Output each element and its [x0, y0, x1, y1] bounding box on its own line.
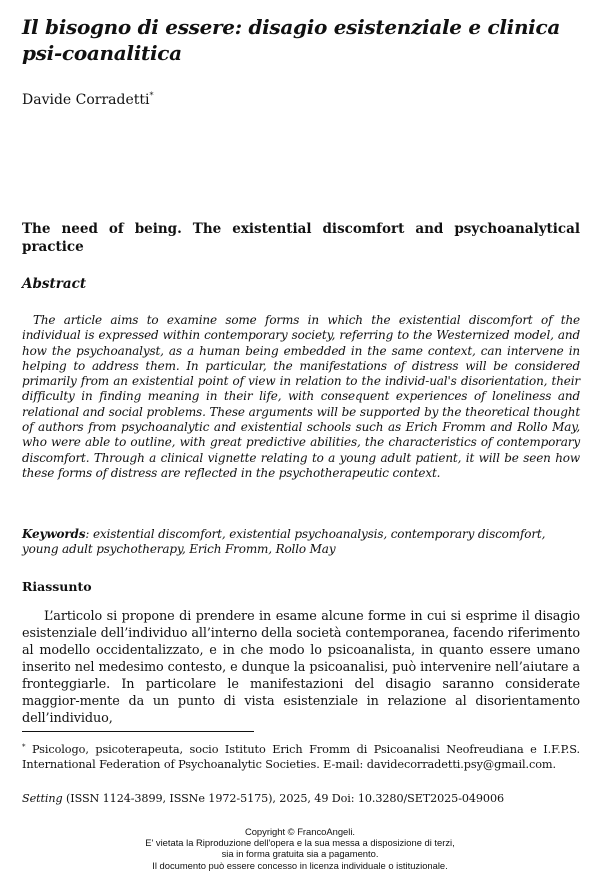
author-name: Davide Corradetti	[22, 92, 150, 108]
copyright-line: E' vietata la Riproduzione dell'opera e la sua messa a disposizione di terzi,	[145, 837, 455, 849]
abstract-heading: Abstract	[22, 276, 87, 292]
riassunto-heading: Riassunto	[22, 579, 92, 594]
riassunto-text: L’articolo si propone di prendere in esame alcune forme in cui si esprime il disagio esistenziale dell’individuo all’interno della società contemporanea, facendo riferimento al modello occidentalizzato, e in che modo lo psicoanalista, in quanto essere umano inserito nel medesimo contesto, e dunque la psicoanalisi, può intervenire nell’aiutare a fronteggiarle. In particolare le manifestazioni del disagio saranno considerate maggior-mente da un punto di vista esistenziale in relazione al disorientamento dell’individuo,	[22, 609, 581, 726]
footnote-text: Psicologo, psicoterapeuta, socio Istituto Erich Fromm di Psicoanalisi Neofreudiana e I.F.P.S. International Federation of Psychoanalytic Societies. E-mail: davidecorradetti.psy@gmail.com.	[22, 743, 580, 771]
article-title: Il bisogno di essere: disagio esistenziale e clinica psi-coanalitica	[22, 15, 561, 65]
keywords-label: Keywords	[22, 527, 86, 541]
keywords	[22, 527, 580, 558]
keywords-list: : existential discomfort, existential psychoanalysis, contemporary discomfort, young adult psychotherapy, Erich Fromm, Rollo May	[22, 527, 546, 557]
copyright-notice	[0, 826, 600, 871]
footnote	[22, 740, 580, 772]
abstract-text: The article aims to examine some forms in which the existential discomfort of the individual is expressed within contemporary society, referring to the Westernized model, and how the psychoanalyst, as a human being embedded in the same context, can intervene in helping to address them. In particular, the manifestations of distress will be considered primarily from an existential point of view in relation to the individ-ual's disorientation, their difficulty in finding meaning in their life, with consequent experiences of loneliness and relational and social problems. These arguments will be supported by the theoretical thought of authors from psychoanalytic and existential schools such as Erich Fromm and Rollo May, who were able to outline, with great predictive abilities, the characteristics of contemporary discomfort. Through a clinical vignette relating to a young adult patient, it will be seen how these forms of distress are reflected in the psychotherapeutic context.	[22, 313, 580, 480]
footnote-marker: *	[22, 743, 26, 751]
journal-name: Setting	[22, 792, 63, 805]
english-title: The need of being. The existential discomfort and psychoanalytical practice	[22, 221, 580, 255]
copyright-line: Copyright © FrancoAngeli.	[244, 826, 356, 837]
copyright-line: sia in forma gratuita sia a pagamento.	[221, 848, 379, 860]
citation-details: (ISSN 1124-3899, ISSNe 1972-5175), 2025, 49 Doi: 10.3280/SET2025-049006	[66, 792, 504, 805]
journal-citation	[22, 792, 504, 805]
footnote-divider	[22, 731, 254, 732]
author-footnote-marker[interactable]: *	[149, 91, 154, 100]
author-line	[22, 87, 154, 109]
copyright-line: Il documento può essere concesso in licenza individuale o istituzionale.	[152, 859, 448, 871]
